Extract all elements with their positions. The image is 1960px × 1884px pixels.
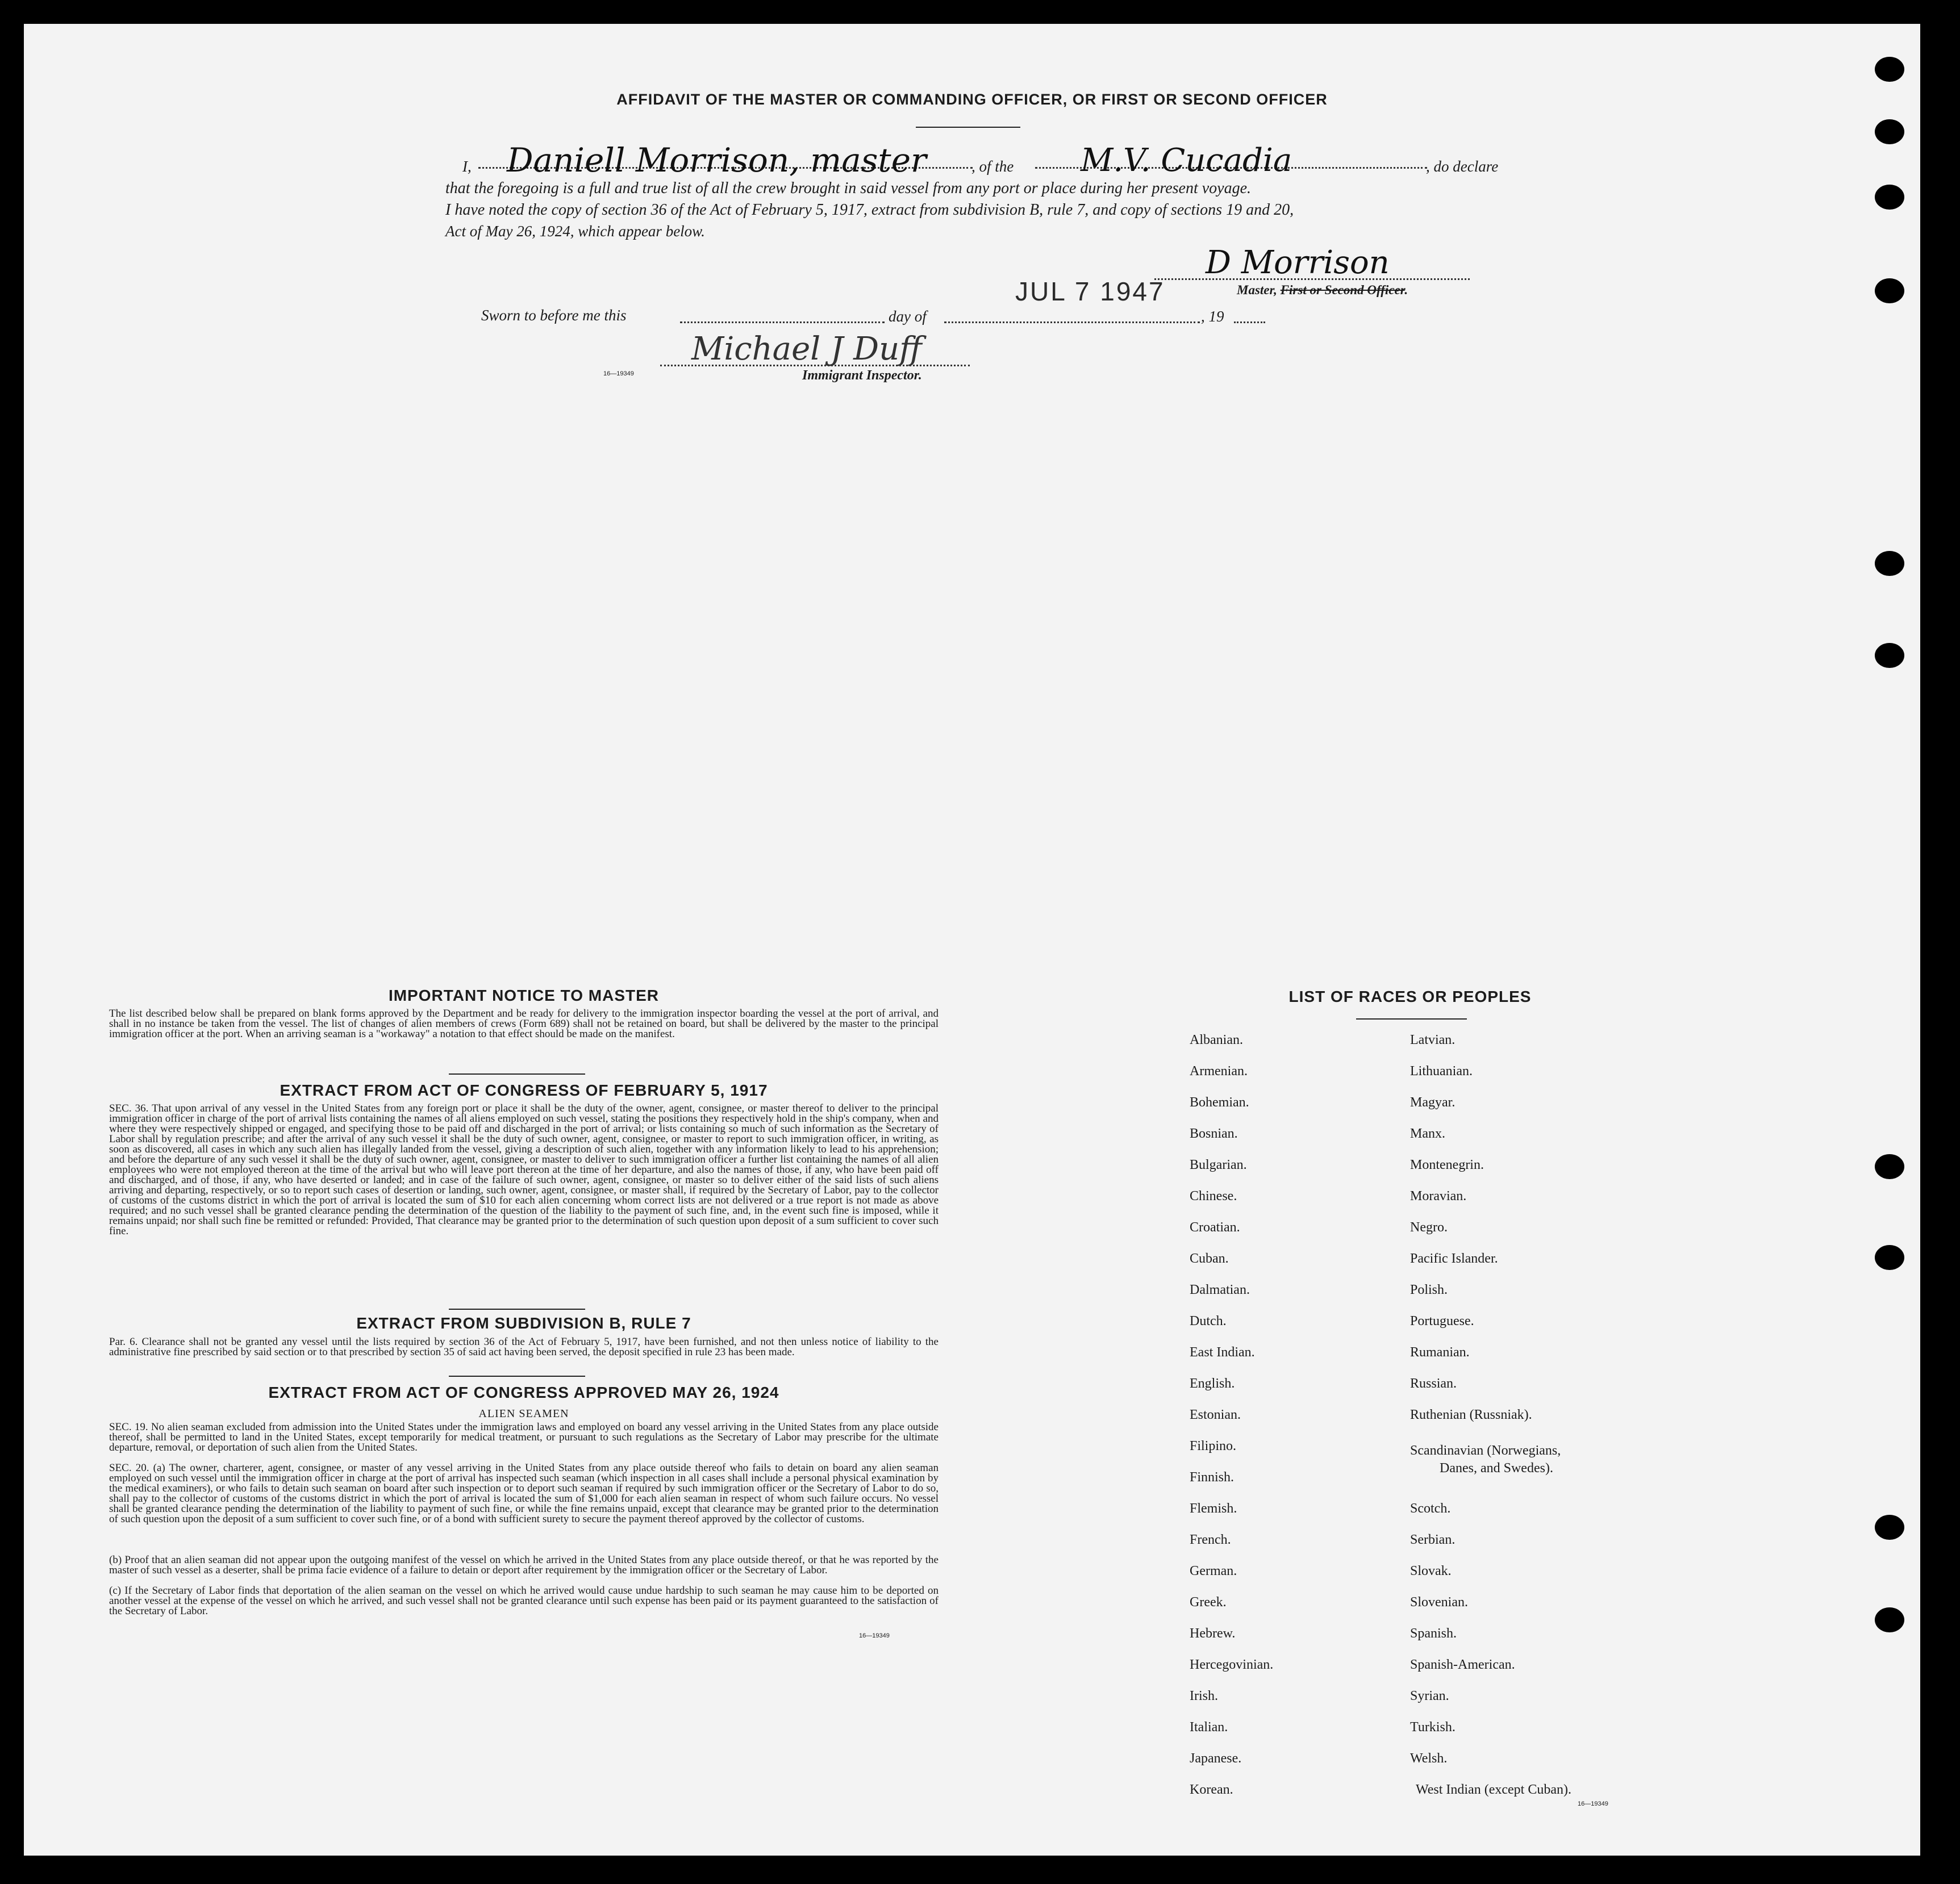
race-item: West Indian (except Cuban). — [1416, 1782, 1571, 1797]
races-right-column — [1410, 1033, 1705, 1814]
extract-1924-sec20a: SEC. 20. (a) The owner, charterer, agent, consignee, or master of any vessel arriving in the United States from any place outside thereof who fails to detain on board any alien seaman employed on such vessel until the immigration officer in charge at the port of arrival has inspected such seaman (which inspection in all cases shall include a personal physical examination by the medical examiners), or who fails to detain such seaman on board after such inspection or to deport such seaman if required by such immigration officer or the Secretary of Labor to do so, shall pay to the collector of customs of the customs district in which the port of arrival is located the sum of $1,000 for each alien seaman in respect of whom such failure occurs. No vessel shall be granted clearance pending the determination of the liability to payment of such fine, or while the fine remains unpaid, except that clearance may be granted prior to the determination of such question upon the deposit of a sum sufficient to cover such fine, or of a bond with sufficient surety to secure the payment thereof approved by the collector of customs. — [109, 1462, 939, 1525]
race-item: Magyar. — [1410, 1095, 1456, 1110]
races-title: LIST OF RACES OR PEOPLES — [1288, 988, 1532, 1005]
race-item: Polish. — [1410, 1283, 1448, 1297]
race-item: Armenian. — [1190, 1064, 1248, 1079]
race-item-continuation: Danes, and Swedes). — [1440, 1461, 1553, 1476]
race-item: Ruthenian (Russniak). — [1410, 1407, 1532, 1422]
punch-hole — [1875, 185, 1904, 210]
title-divider — [916, 127, 1020, 128]
race-item: Spanish. — [1410, 1626, 1457, 1641]
race-item: Flemish. — [1190, 1501, 1237, 1516]
signature-role-master: Master, — [1237, 283, 1277, 297]
extract-1924-subtitle: ALIEN SEAMEN — [478, 1407, 569, 1420]
race-item: Korean. — [1190, 1782, 1233, 1797]
race-item: Lithuanian. — [1410, 1064, 1473, 1079]
rule7-text: Par. 6. Clearance shall not be granted any vessel until the lists required by section 36 of the Act of February 5, 1917, have been furnished, and not then unless notice of liability to the administrative fine prescribed by said section or to that prescribed by section 35 of said act having been served, the deposit specified in rule 23 has been made. — [109, 1336, 939, 1358]
affidavit-title: AFFIDAVIT OF THE MASTER OR COMMANDING OFFICER, OR FIRST OR SECOND OFFICER — [616, 91, 1328, 108]
signature-role-suffix: . — [1404, 283, 1408, 297]
race-item: Syrian. — [1410, 1689, 1449, 1703]
race-item: Estonian. — [1190, 1407, 1241, 1422]
signature-role-struck: First or Second Officer — [1280, 283, 1405, 297]
extract-1917-title: EXTRACT FROM ACT OF CONGRESS OF FEBRUARY 5, 1917 — [280, 1081, 768, 1099]
sworn-year-field — [1234, 321, 1265, 323]
punch-hole — [1875, 1607, 1904, 1632]
race-item: Latvian. — [1410, 1033, 1456, 1047]
affidavit-body-line4: Act of May 26, 1924, which appear below. — [445, 223, 705, 240]
sworn-text: Sworn to before me this — [481, 307, 627, 324]
race-item: Russian. — [1410, 1376, 1457, 1391]
race-item: Dalmatian. — [1190, 1283, 1250, 1297]
race-item: Portuguese. — [1410, 1314, 1474, 1329]
divider — [449, 1376, 585, 1377]
punch-hole — [1875, 278, 1904, 303]
punch-hole — [1875, 643, 1904, 668]
notice-title: IMPORTANT NOTICE TO MASTER — [388, 987, 660, 1004]
race-item: Japanese. — [1190, 1751, 1242, 1766]
divider — [449, 1309, 585, 1310]
race-item: Dutch. — [1190, 1314, 1227, 1329]
race-item: Croatian. — [1190, 1220, 1240, 1235]
punch-hole — [1875, 57, 1904, 82]
race-item: Manx. — [1410, 1126, 1445, 1141]
affidavit-form-number: 16—19349 — [603, 370, 634, 377]
divider — [449, 1073, 585, 1075]
race-item: Pacific Islander. — [1410, 1251, 1498, 1266]
year-prefix-text: , 19 — [1201, 308, 1224, 325]
date-stamp: JUL 7 1947 — [1015, 277, 1165, 306]
race-item: Scotch. — [1410, 1501, 1451, 1516]
race-item: Bulgarian. — [1190, 1158, 1247, 1172]
document-page — [24, 24, 1920, 1856]
extract-1924-sec19: SEC. 19. No alien seaman excluded from admission into the United States under the immigration laws and employed on board any vessel arriving in the United States from any place outside thereof, shall be permitted to land in the United States, except temporarily for medical treatment, or pursuant to such regulations as the Secretary of Labor may prescribe for the ultimate departure, removal, or deportation of such alien from the United States. — [109, 1421, 939, 1453]
extract-1924-title: EXTRACT FROM ACT OF CONGRESS APPROVED MAY 26, 1924 — [268, 1384, 779, 1401]
race-item: Filipino. — [1190, 1439, 1237, 1453]
race-item: Spanish-American. — [1410, 1657, 1515, 1672]
extract-1924-sec20b: (b) Proof that an alien seaman did not appear upon the outgoing manifest of the vessel on which he arrived in the United States from any place outside thereof, or that he was reported by the master of such vessel as a deserter, shall be prima facie evidence of a failure to detain or deport after requirement by the immigration officer or the Secretary of Labor. — [109, 1554, 939, 1576]
inspector-label: Immigrant Inspector. — [802, 368, 922, 383]
race-item: Montenegrin. — [1410, 1158, 1484, 1172]
race-item: Albanian. — [1190, 1033, 1243, 1047]
race-item: Scandinavian (Norwegians, — [1410, 1443, 1561, 1458]
race-item: East Indian. — [1190, 1345, 1255, 1360]
race-item: Serbian. — [1410, 1532, 1456, 1547]
race-item: French. — [1190, 1532, 1231, 1547]
race-item: Hebrew. — [1190, 1626, 1236, 1641]
signature-role — [1237, 283, 1408, 298]
race-item: Bosnian. — [1190, 1126, 1238, 1141]
punch-hole — [1875, 1154, 1904, 1179]
race-item: Moravian. — [1410, 1189, 1467, 1204]
extract-form-number: 16—19349 — [859, 1632, 890, 1639]
punch-hole — [1875, 1515, 1904, 1540]
race-item: Chinese. — [1190, 1189, 1237, 1204]
race-item: Bohemian. — [1190, 1095, 1249, 1110]
divider — [1356, 1018, 1467, 1020]
race-item: German. — [1190, 1564, 1237, 1578]
affidavit-line-suffix: , do declare — [1426, 158, 1499, 175]
race-item: Hercegovinian. — [1190, 1657, 1274, 1672]
punch-hole — [1875, 551, 1904, 576]
race-item: Rumanian. — [1410, 1345, 1470, 1360]
race-item: Slovak. — [1410, 1564, 1452, 1578]
extract-1917-text: SEC. 36. That upon arrival of any vessel in the United States from any foreign port or place it shall be the duty of the owner, agent, consignee, or master thereof to deliver to the principal immigration officer in charge of the port of arrival lists containing the names of all aliens employed on such vessel, stating the positions they respectively hold in the ship's company, when and where they were respectively shipped or engaged, and specifying those to be paid off and discharged in the port of arrival; or lists containing so much of such information as the Secretary of Labor shall by regulation prescribe; and after the arrival of any such vessel it shall be the duty of such owner, agent, consignee, or master to report to such immigration officer, in writing, as soon as discovered, all cases in which any such alien has illegally landed from the vessel, giving a description of such alien, together with any information likely to lead to his apprehension; and before the departure of any such vessel it shall be the duty of such owner, agent, consignee, or master to deliver to such immigration officer a further list containing the names of all alien employees who were not employed thereon at the time of the arrival but who will leave port thereon at the time of her departure, and also the names of those, if any, who have been paid off and discharged, and of those, if any, who have deserted or landed; and in case of the failure of such owner, agent, consignee, or master so to deliver either of the said lists of such aliens arriving and departing, respectively, or so to report such cases of desertion or landing, such owner, agent, consignee, or master shall, if required by the Secretary of Labor, pay to the collector of customs of the customs district in which the port of arrival is located the sum of $10 for each alien concerning whom correct lists are not delivered or a true report is not made as above required; and no such vessel shall be granted clearance pending the determination of the question of the liability to the payment of such fine, and, in the event such fine is imposed, while it remains unpaid; nor shall such fine be remitted or refunded: Provided, That clearance may be granted prior to the determination of such question upon deposit of a sum sufficient to cover such fine. — [109, 1102, 939, 1237]
affidavit-line-prefix: I, — [462, 158, 472, 175]
race-item: Finnish. — [1190, 1470, 1235, 1485]
race-item: Cuban. — [1190, 1251, 1229, 1266]
master-name-handwriting: Daniell Morrison, master — [507, 141, 927, 179]
race-item: Irish. — [1190, 1689, 1218, 1703]
affidavit-line-mid: , of the — [971, 158, 1014, 175]
race-item: Welsh. — [1410, 1751, 1448, 1766]
race-item: Greek. — [1190, 1595, 1227, 1610]
extract-1924-sec20c: (c) If the Secretary of Labor finds that deportation of the alien seaman on the vessel on which he arrived would cause undue hardship to such seaman he may cause him to be deported on another vessel at the expense of the vessel on which he arrived, and such vessel shall not be granted clearance until such expense has been paid or its payment guaranteed to the satisfaction of the Secretary of Labor. — [109, 1585, 939, 1617]
master-signature: D Morrison — [1206, 244, 1390, 281]
sworn-month-field — [944, 321, 1200, 323]
races-left-column — [1190, 1033, 1406, 1814]
rule7-title: EXTRACT FROM SUBDIVISION B, RULE 7 — [356, 1314, 691, 1332]
inspector-signature: Michael J Duff — [691, 331, 922, 367]
punch-hole — [1875, 1245, 1904, 1270]
day-of-text: day of — [889, 308, 927, 325]
race-item: Slovenian. — [1410, 1595, 1468, 1610]
races-form-number: 16—19349 — [1578, 1801, 1608, 1807]
sworn-day-field — [680, 321, 885, 323]
punch-hole — [1875, 119, 1904, 144]
race-item: Turkish. — [1410, 1720, 1456, 1735]
race-item: English. — [1190, 1376, 1235, 1391]
affidavit-body-line3: I have noted the copy of section 36 of the Act of February 5, 1917, extract from subdivision B, rule 7, and copy of sections 19 and 20, — [445, 201, 1294, 219]
notice-text: The list described below shall be prepared on blank forms approved by the Department and be ready for delivery to the immigration inspector boarding the vessel at the port of arrival, and shall in no instance be taken from the vessel. The list of changes of alien members of crews (Form 689) shall not be retained on board, but shall be delivered by the master to the principal immigration officer at the port. When an arriving seaman is a "workaway" a notation to that effect should be made on the manifest. — [109, 1008, 939, 1040]
race-item: Italian. — [1190, 1720, 1228, 1735]
affidavit-body-line2: that the foregoing is a full and true list of all the crew brought in said vessel from any port or place during her present voyage. — [445, 179, 1252, 197]
race-item: Negro. — [1410, 1220, 1448, 1235]
vessel-name-handwriting: M.V. Cucadia — [1081, 142, 1292, 179]
